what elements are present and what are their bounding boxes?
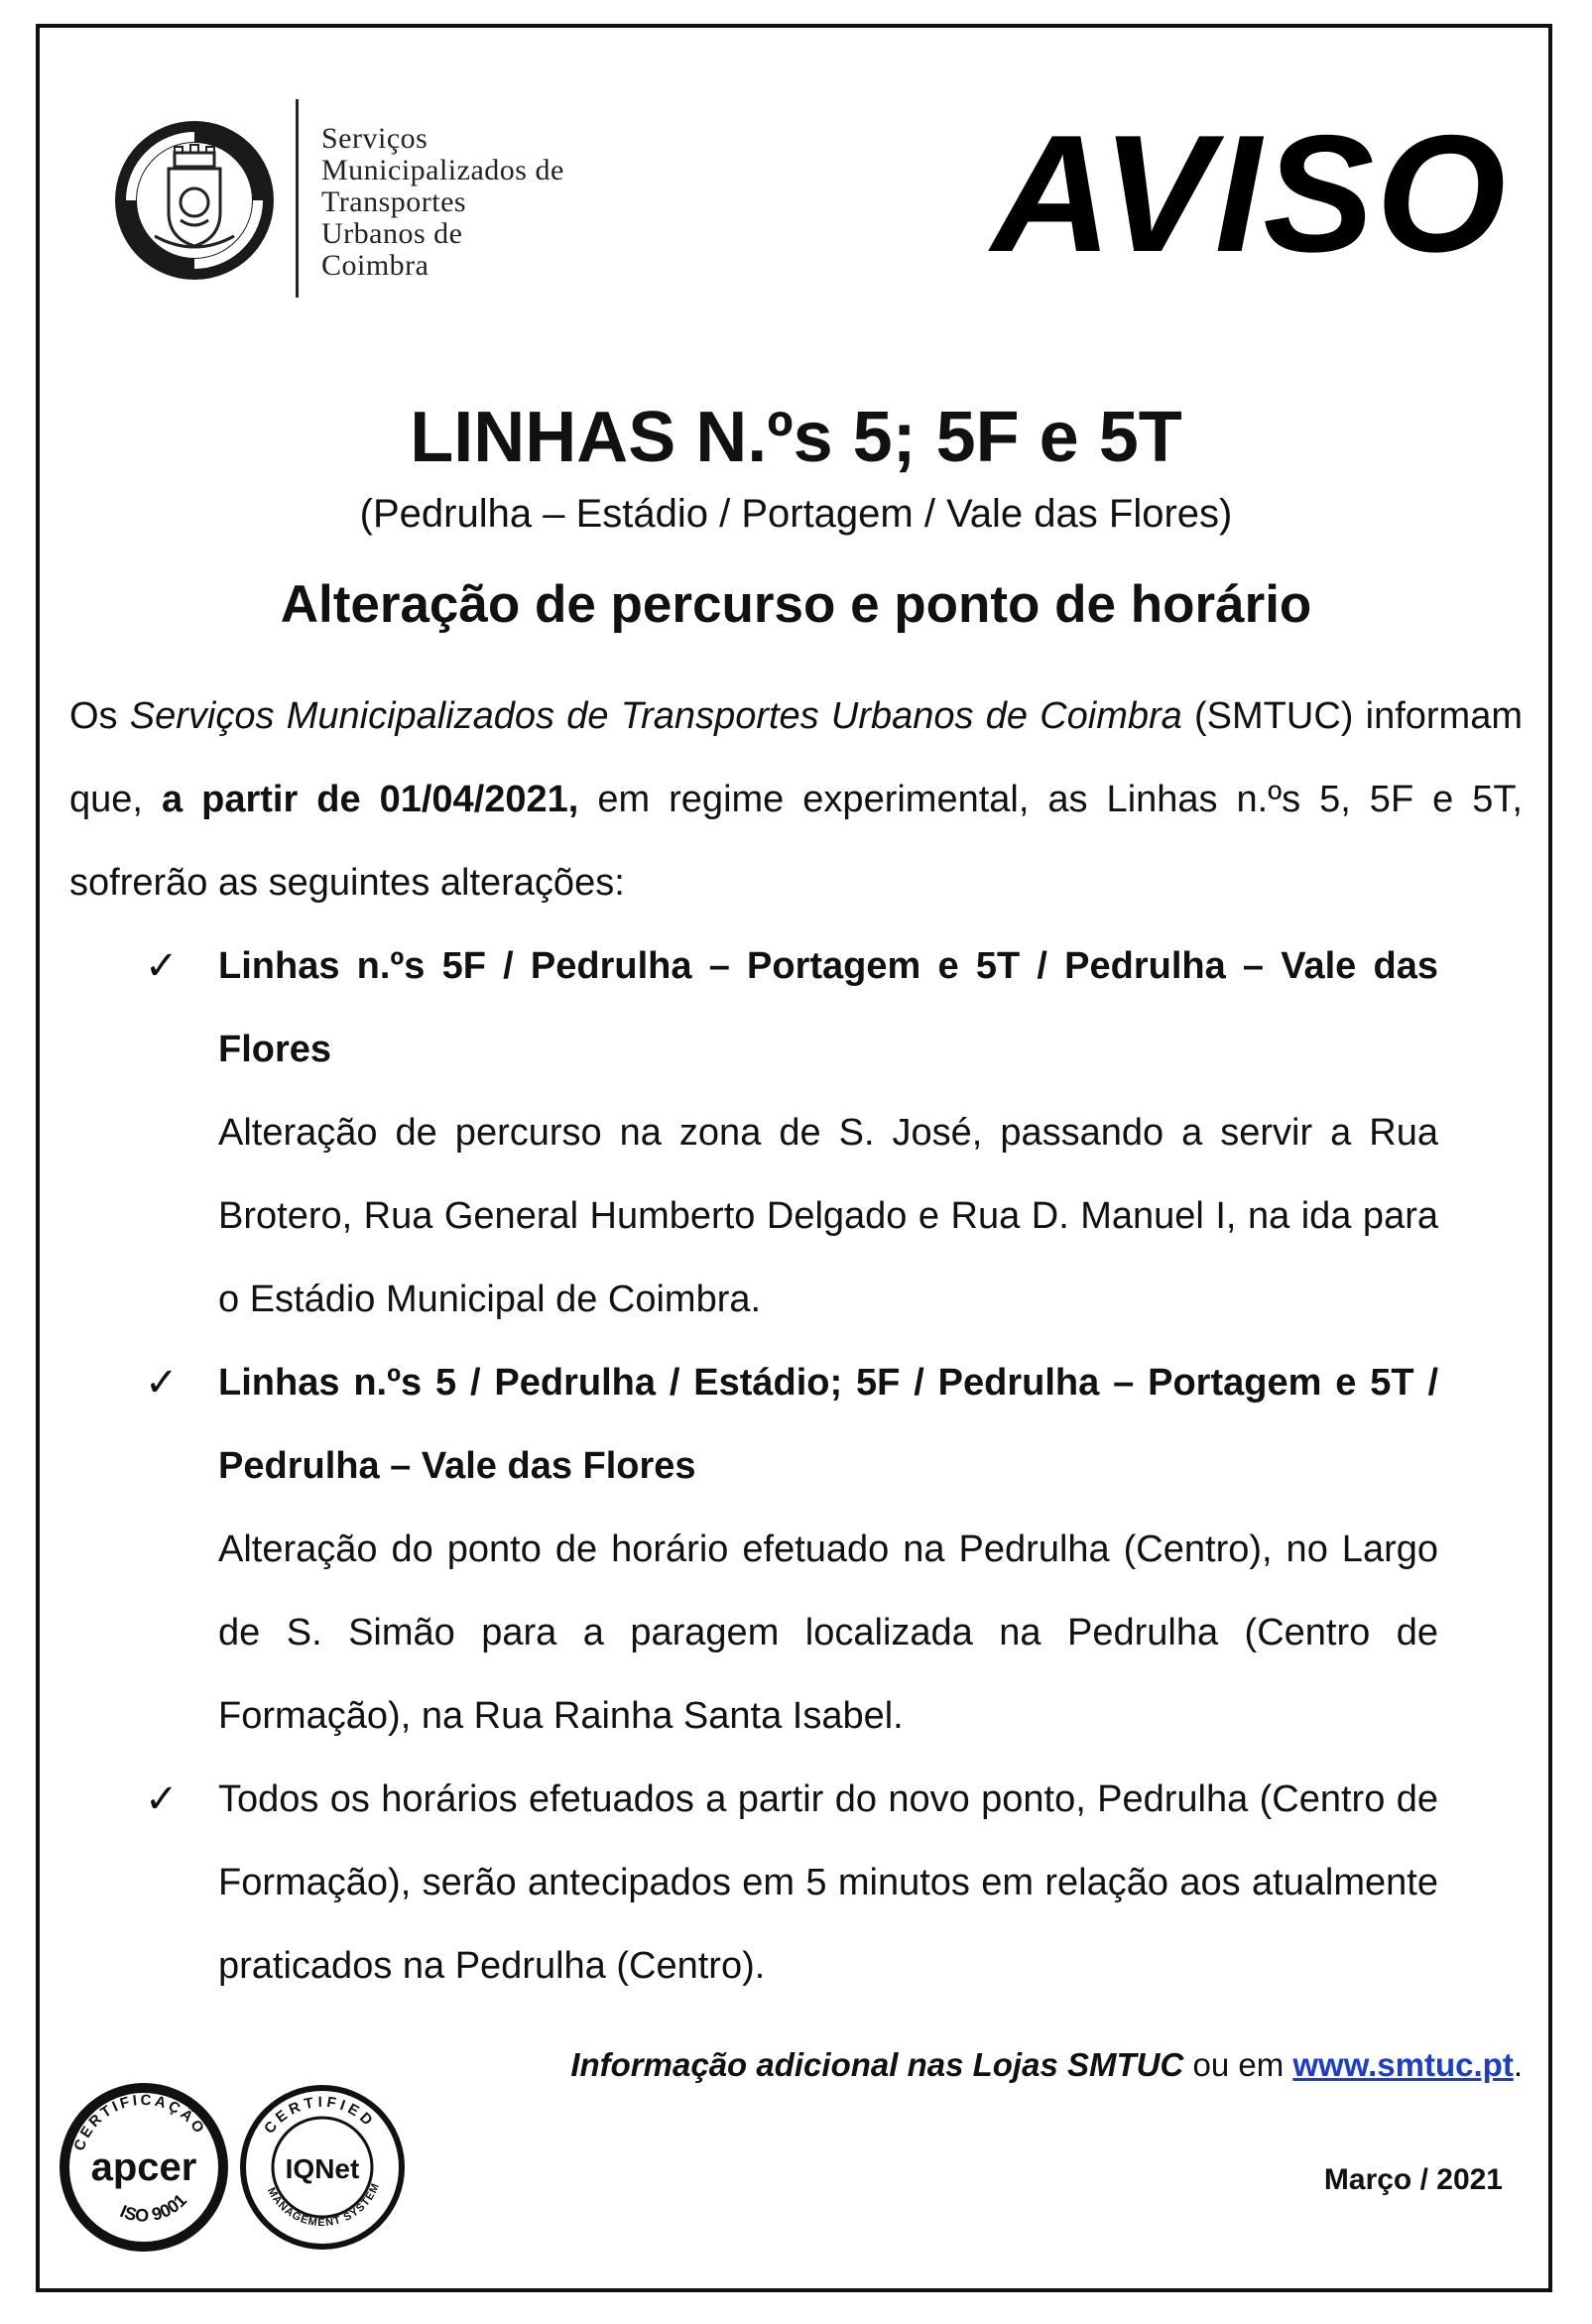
notice-word: AVISO — [991, 100, 1508, 287]
info-text: ou em — [1183, 2046, 1293, 2083]
org-line: Urbanos de — [321, 217, 463, 250]
cert-brand: IQNet — [285, 2153, 360, 2184]
org-line: Municipalizados de — [321, 154, 564, 186]
list-item — [69, 1341, 1438, 1758]
check-icon: ✓ — [145, 1361, 179, 1405]
org-line: Coimbra — [321, 249, 429, 282]
document-date: Março / 2021 — [1323, 2163, 1503, 2196]
item-title: Linhas n.ºs 5F / Pedrulha – Portagem e 5T / Pedrulha – Vale das Flores — [218, 945, 1438, 1070]
check-icon: ✓ — [145, 1777, 179, 1821]
org-italic-name: Serviços Municipalizados de Transportes Urbanos de Coimbra — [129, 695, 1182, 737]
check-icon: ✓ — [145, 944, 179, 988]
coat-of-arms-icon — [111, 117, 278, 284]
page-title: LINHAS N.ºs 5; 5F e 5T — [410, 398, 1182, 477]
item-text: Todos os horários efetuados a partir do novo ponto, Pedrulha (Centro de Formação), serão antecipados em 5 minutos em relação aos atualmente praticados na Pedrulha (Centro). — [218, 1778, 1438, 1987]
org-name — [321, 123, 564, 282]
apcer-certification-icon — [60, 2083, 228, 2252]
info-text: . — [1513, 2046, 1523, 2083]
changes-list — [69, 924, 1438, 2008]
item-text: Alteração do ponto de horário efetuado na Pedrulha (Centro), no Largo de S. Simão para a paragem localizada na Pedrulha (Centro de Formação), na Rua Rainha Santa Isabel. — [218, 1529, 1438, 1737]
intro-paragraph — [69, 674, 1523, 924]
info-bold: Informação adicional nas Lojas SMTUC — [570, 2046, 1184, 2083]
cert-top-text: CERTIFICAÇÃO — [70, 2091, 209, 2153]
intro-text: Os — [69, 695, 130, 737]
intro-text: (SMTUC) informam que, — [69, 695, 1524, 820]
additional-info — [570, 2039, 1523, 2091]
effective-date: a partir de 01/04/2021, — [161, 779, 579, 820]
intro-text: em regime experimental, as Linhas n.ºs 5, 5F e 5T, sofrerão as seguintes alterações: — [69, 779, 1523, 904]
logo-divider — [296, 99, 299, 298]
item-title: Linhas n.ºs 5 / Pedrulha / Estádio; 5F / Pedrulha – Portagem e 5T / Pedrulha – Vale das Flores — [218, 1362, 1438, 1487]
section-heading: Alteração de percurso e ponto de horário — [280, 575, 1312, 634]
page-subtitle: (Pedrulha – Estádio / Portagem / Vale das Flores) — [359, 492, 1233, 536]
cert-bottom-text: MANAGEMENT SYSTEM — [265, 2180, 383, 2230]
org-line: Transportes — [321, 185, 467, 218]
list-item — [69, 1758, 1438, 2008]
item-text: Alteração de percurso na zona de S. José, passando a servir a Rua Brotero, Rua General Humberto Delgado e Rua D. Manuel I, na ida para o Estádio Municipal de Coimbra. — [218, 1112, 1438, 1320]
iqnet-certification-icon — [238, 2083, 407, 2252]
smtuc-logo — [111, 99, 667, 304]
cert-brand: apcer — [90, 2145, 197, 2189]
org-line: Serviços — [321, 122, 429, 155]
cert-bottom-text: ISO 9001 — [117, 2189, 191, 2226]
svg-text:MANAGEMENT SYSTEM — [265, 2181, 382, 2229]
svg-text:ISO 9001 — [117, 2190, 190, 2226]
cert-top-text: CERTIFIED — [261, 2093, 379, 2138]
website-link[interactable]: www.smtuc.pt — [1292, 2046, 1514, 2083]
list-item — [69, 924, 1438, 1341]
